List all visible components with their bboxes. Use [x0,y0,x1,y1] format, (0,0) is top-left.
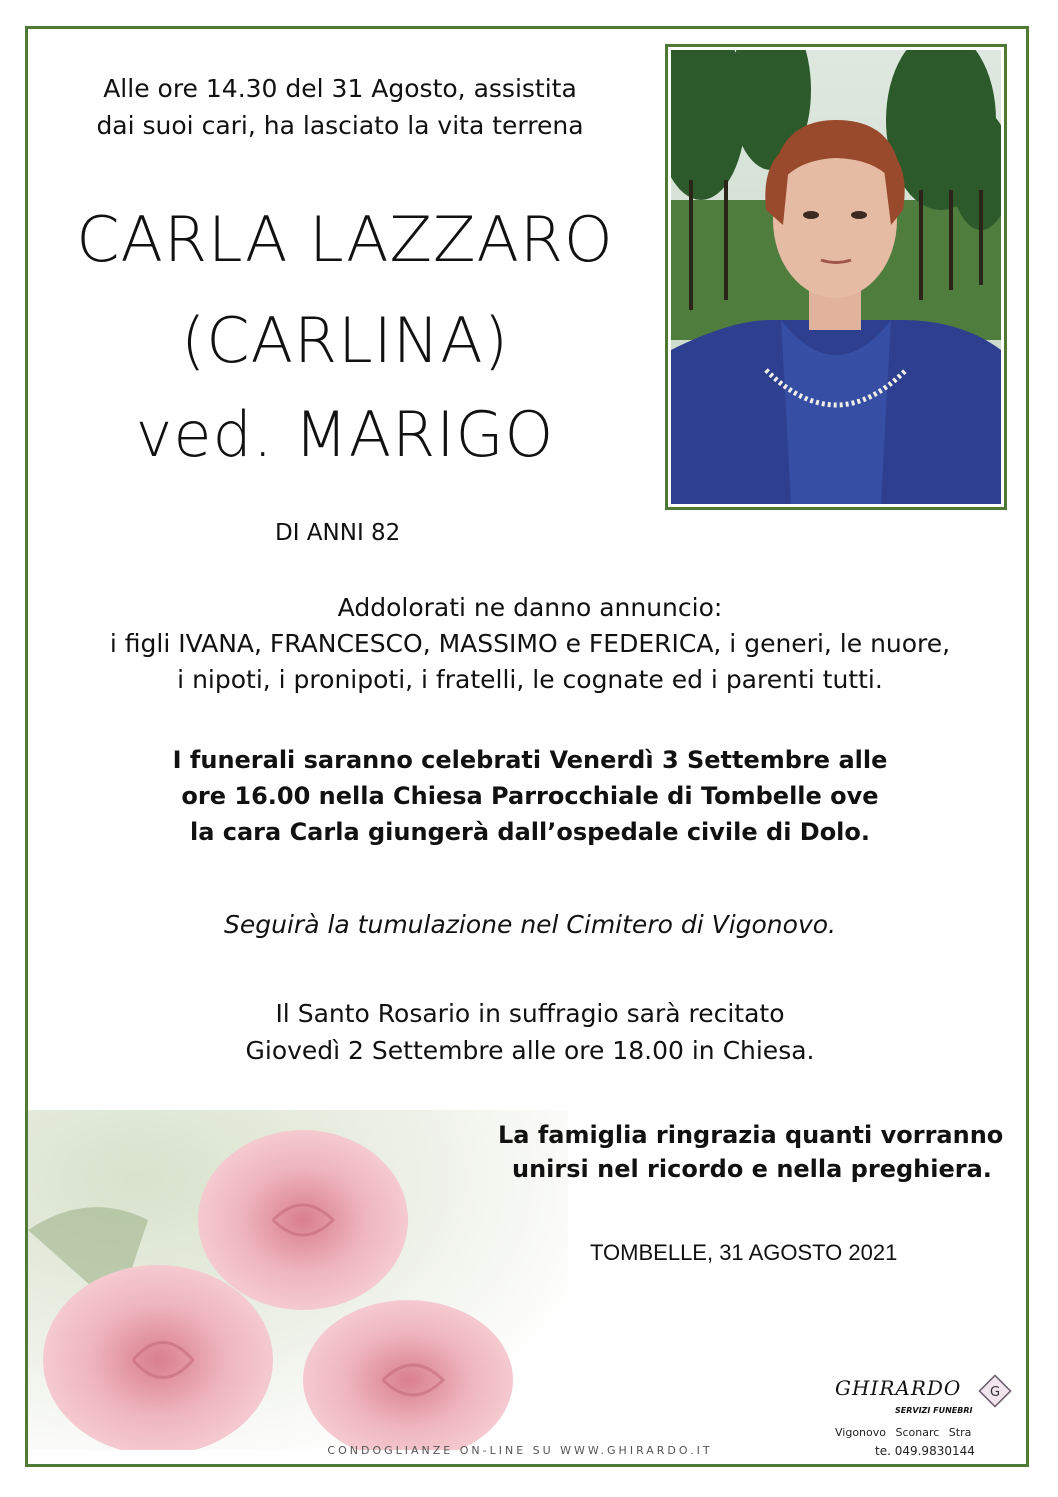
portrait-image [671,50,1001,504]
thanks-line-1: La famiglia ringrazia quanti vorranno [498,1121,1004,1149]
logo-telephone: te. 049.9830144 [875,1444,975,1458]
rosary-line-2: Giovedì 2 Settembre alle ore 18.00 in Chiesa. [245,1036,815,1065]
rosary-line-1: Il Santo Rosario in suffragio sarà recitato [275,999,785,1028]
logo-towns: Vigonovo Sconarc Stra [835,1426,972,1439]
funeral-line-1: I funerali saranno celebrati Venerdì 3 Settembre alle [172,746,888,774]
logo-name: GHIRARDO [835,1376,962,1400]
announcement-line-1: Addolorati ne danno annuncio: [337,593,723,622]
family-thanks [440,1118,1040,1186]
rosary-details [100,995,960,1069]
deceased-name: CARLA LAZZARO [76,203,614,276]
announcement-line-2: i figli IVANA, FRANCESCO, MASSIMO e FEDERICA, i generi, le nuore, [109,629,951,658]
age-label: DI ANNI 82 [275,520,401,546]
announcement-line-3: i nipoti, i pronipoti, i fratelli, le cognate ed i parenti tutti. [177,665,883,694]
burial-note: Seguirà la tumulazione nel Cimitero di Vigonovo. [224,910,836,939]
funeral-line-3: la cara Carla giungerà dall’ospedale civile di Dolo. [189,818,871,846]
logo-badge-letter: G [989,1385,1001,1400]
ghirardo-logo [835,1372,1025,1462]
logo-badge-icon [978,1374,1012,1408]
place-date: TOMBELLE, 31 AGOSTO 2021 [590,1240,898,1265]
deceased-nickname: (CARLINA) [181,304,509,377]
logo-subtitle: SERVIZI FUNEBRI [895,1406,973,1415]
thanks-line-2: unirsi nel ricordo e nella preghiera. [512,1155,992,1183]
intro-text [60,70,620,144]
intro-line-1: Alle ore 14.30 del 31 Agosto, assistita [103,74,577,103]
deceased-widow-of: ved. MARIGO [135,398,555,471]
funeral-details [100,742,960,850]
intro-line-2: dai suoi cari, ha lasciato la vita terrena [96,111,584,140]
funeral-line-2: ore 16.00 nella Chiesa Parrocchiale di Tombelle ove [181,782,879,810]
announcement [60,590,1000,698]
footer-condolences: CONDOGLIANZE ON-LINE SU WWW.GHIRARDO.IT [327,1444,713,1457]
portrait-photo [665,44,1007,510]
